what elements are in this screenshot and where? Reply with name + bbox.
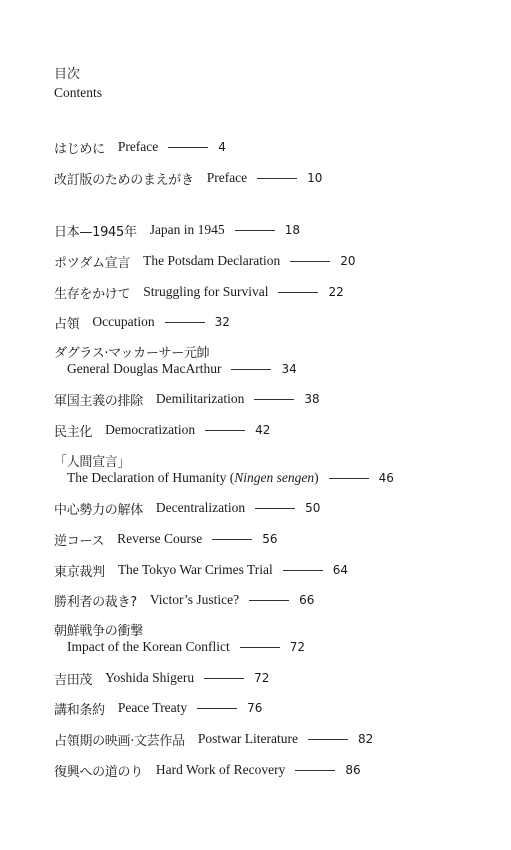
page-number: 56 (262, 532, 278, 546)
toc-entry-declaration-humanity[interactable] (54, 451, 494, 487)
entry-title-jp: 占領 (54, 316, 80, 332)
page-number: 82 (357, 732, 374, 746)
toc-entry-japan-1945[interactable] (54, 220, 494, 240)
toc-heading (54, 66, 102, 102)
toc-entry-yoshida[interactable] (54, 668, 494, 688)
entry-title-en: Democratization (105, 422, 196, 437)
entry-title-en: Struggling for Survival (143, 284, 269, 299)
page-number: 10 (307, 171, 323, 185)
entry-title-en: General Douglas MacArthur (67, 361, 222, 376)
leader-line (249, 600, 289, 601)
entry-title-jp: 講和条約 (54, 702, 105, 718)
toc-heading-en: Contents (54, 85, 103, 100)
entry-title-en: The Potsdam Declaration (143, 253, 281, 268)
entry-title-jp: はじめに (54, 141, 105, 157)
entry-title-en: Preface (206, 170, 248, 185)
leader-line (212, 539, 252, 540)
entry-title-en: Hard Work of Recovery (155, 762, 286, 777)
leader-line (283, 570, 323, 571)
toc-entry-recovery[interactable] (54, 760, 494, 780)
leader-line (329, 478, 369, 479)
entry-title-en: Occupation (92, 314, 155, 329)
page-number: 42 (255, 423, 271, 437)
entry-title-en: Demilitarization (155, 391, 245, 406)
page-number: 32 (214, 315, 230, 329)
entry-title-jp: 占領期の映画·文芸作品 (54, 733, 185, 749)
page-number: 76 (247, 701, 263, 715)
page-number: 38 (304, 392, 320, 406)
entry-title-en: Victor’s Justice? (149, 592, 240, 607)
toc-entry-revised-preface[interactable] (54, 168, 494, 188)
entry-title-jp: ダグラス·マッカーサー元帥 (54, 345, 210, 361)
toc-entry-tokyo-trial[interactable] (54, 560, 494, 580)
entry-title-en: Postwar Literature (197, 731, 298, 746)
toc-entry-potsdam[interactable] (54, 251, 494, 271)
entry-title-jp: 「人間宣言」 (54, 454, 131, 470)
leader-line (205, 430, 245, 431)
entry-title-en: Preface (117, 139, 159, 154)
toc-entry-preface[interactable] (54, 137, 494, 157)
leader-line (235, 230, 275, 231)
leader-line (231, 369, 271, 370)
toc-entry-victors-justice[interactable] (54, 590, 494, 610)
toc-entry-reverse-course[interactable] (54, 529, 494, 549)
entry-title-en: The Tokyo War Crimes Trial (117, 562, 273, 577)
entry-title-jp: 東京裁判 (54, 564, 105, 580)
entry-title-jp: 勝利者の裁き? (54, 594, 137, 610)
entry-title-jp: 日本—1945年 (54, 224, 137, 240)
page-number: 4 (218, 140, 226, 154)
leader-line (204, 678, 244, 679)
entry-title-jp: ポツダム宣言 (54, 255, 131, 271)
page-number: 22 (328, 285, 344, 299)
toc-entry-peace-treaty[interactable] (54, 698, 494, 718)
page-number: 86 (345, 763, 361, 777)
entry-title-jp: 生存をかけて (54, 286, 131, 302)
leader-line (165, 322, 205, 323)
leader-line (197, 708, 237, 709)
toc-entry-postwar-literature[interactable] (54, 729, 494, 749)
toc-entry-survival[interactable] (54, 282, 494, 302)
toc-entry-decentralization[interactable] (54, 498, 494, 518)
leader-line (254, 399, 294, 400)
entry-title-en: Impact of the Korean Conflict (67, 639, 230, 654)
leader-line (168, 147, 208, 148)
leader-line (240, 647, 280, 648)
page-number: 34 (281, 362, 297, 376)
page-number: 64 (332, 563, 349, 577)
page-number: 20 (340, 254, 356, 268)
entry-title-en: The Declaration of Humanity (Ningen sengen) (67, 470, 319, 485)
page-number: 18 (284, 223, 300, 237)
page-number: 72 (289, 640, 305, 654)
toc-entry-korean-conflict[interactable] (54, 620, 494, 656)
page-number: 72 (254, 671, 270, 685)
entry-title-en: Peace Treaty (117, 700, 188, 715)
entry-title-jp: 朝鮮戦争の衝撃 (54, 623, 143, 639)
entry-title-jp: 改訂版のためのまえがき (54, 172, 194, 188)
toc-entry-demilitarization[interactable] (54, 389, 494, 409)
leader-line (255, 508, 295, 509)
page-number: 50 (305, 501, 321, 515)
entry-title-jp: 軍国主義の排除 (54, 393, 143, 409)
toc-entry-macarthur[interactable] (54, 342, 494, 378)
toc-heading-jp: 目次 (54, 67, 81, 82)
toc-entry-occupation[interactable] (54, 312, 494, 332)
leader-line (290, 261, 330, 262)
entry-title-jp: 吉田茂 (54, 672, 93, 688)
entry-title-en: Japan in 1945 (149, 222, 225, 237)
leader-line (257, 178, 297, 179)
page-number: 46 (378, 471, 394, 485)
entry-title-en: Reverse Course (117, 531, 203, 546)
leader-line (278, 292, 318, 293)
leader-line (295, 770, 335, 771)
page-number: 66 (299, 593, 315, 607)
entry-title-jp: 逆コース (54, 533, 105, 549)
entry-title-jp: 復興への道のり (54, 764, 143, 780)
entry-title-en: Yoshida Shigeru (105, 670, 195, 685)
toc-entry-democratization[interactable] (54, 420, 494, 440)
entry-title-jp: 民主化 (54, 424, 93, 440)
leader-line (308, 739, 348, 740)
entry-title-jp: 中心勢力の解体 (54, 502, 143, 518)
entry-title-en: Decentralization (155, 500, 246, 515)
